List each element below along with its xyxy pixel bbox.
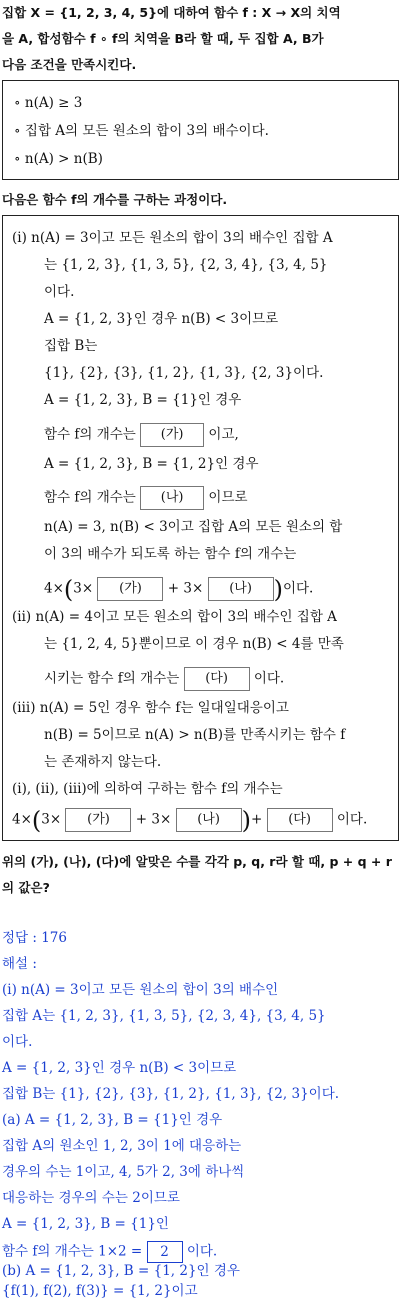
text: + bbox=[250, 811, 263, 828]
process-line: 는 {1, 2, 3}, {1, 3, 5}, {2, 3, 4}, {3, 4, 5} bbox=[44, 257, 328, 273]
text: 이므로 bbox=[208, 489, 248, 506]
boxed-value: 2 bbox=[147, 1241, 183, 1263]
solution-line: A = {1, 2, 3}인 경우 n(B) < 3이므로 bbox=[2, 1060, 237, 1076]
right-paren: ) bbox=[241, 806, 251, 835]
text: 함수 f의 개수는 1×2 = bbox=[2, 1243, 143, 1260]
text: + 3× bbox=[135, 811, 172, 828]
process-line: 는 {1, 2, 4, 5}뿐이므로 이 경우 n(B) < 4를 만족 bbox=[44, 636, 344, 652]
condition-1: ∘ n(A) ≥ 3 bbox=[14, 95, 83, 111]
blank-ga: (가) bbox=[65, 808, 131, 832]
solution-line: (ⅰ) n(A) = 3이고 모든 원소의 합이 3의 배수인 bbox=[2, 982, 279, 998]
solution-line: 집합 A의 원소인 1, 2, 3이 1에 대응하는 bbox=[2, 1138, 242, 1154]
process-line: 는 존재하지 않는다. bbox=[44, 754, 162, 770]
text: 3× bbox=[41, 811, 62, 828]
text: 시키는 함수 f의 개수는 bbox=[44, 670, 180, 687]
answer: 정답 : 176 bbox=[2, 930, 67, 946]
question-line-2: 을 A, 합성함수 f ∘ f의 치역을 B라 할 때, 두 집합 A, B가 bbox=[2, 31, 324, 46]
blank-na: (나) bbox=[140, 486, 204, 510]
question-line-3: 다음 조건을 만족시킨다. bbox=[2, 57, 137, 72]
left-paren: ( bbox=[31, 806, 42, 835]
blank-na: (나) bbox=[208, 577, 274, 601]
process-line: n(B) = 5이므로 n(A) > n(B)를 만족시키는 함수 f bbox=[44, 727, 346, 743]
text: 이다. bbox=[253, 670, 285, 687]
solution-line: 집합 A는 {1, 2, 3}, {1, 3, 5}, {2, 3, 4}, {3, 4, 5} bbox=[2, 1008, 326, 1024]
process-line: n(A) = 3, n(B) < 3이고 집합 A의 모든 원소의 합 bbox=[44, 519, 343, 535]
text: 이다. bbox=[186, 1243, 218, 1260]
process-line: (ⅰ) n(A) = 3이고 모든 원소의 합이 3의 배수인 집합 A bbox=[12, 230, 333, 246]
blank-ga: (가) bbox=[97, 577, 163, 601]
text: + 3× bbox=[167, 580, 204, 597]
left-paren: ( bbox=[63, 575, 74, 604]
solution-line: 집합 B는 {1}, {2}, {3}, {1, 2}, {1, 3}, {2, 3}이다. bbox=[2, 1086, 340, 1102]
process-line: 이다. bbox=[44, 284, 75, 300]
ask-line-1: 위의 (가), (나), (다)에 알맞은 수를 각각 p, q, r라 할 때, p + q + r bbox=[2, 854, 392, 869]
text: 이다. bbox=[282, 580, 314, 597]
text: 4× bbox=[44, 580, 64, 597]
solution-line-boxed bbox=[2, 1241, 217, 1263]
solution-line: 경우의 수는 1이고, 4, 5가 2, 3에 하나씩 bbox=[2, 1164, 245, 1180]
blank-ga: (가) bbox=[140, 423, 204, 447]
process-line: (ⅰ), (ⅱ), (ⅲ)에 의하여 구하는 함수 f의 개수는 bbox=[12, 781, 283, 797]
process-line-blank-ga bbox=[44, 423, 239, 447]
process-line: 집합 B는 bbox=[44, 338, 98, 354]
text: 이다. bbox=[336, 811, 368, 828]
blank-na: (나) bbox=[176, 808, 242, 832]
text: 이고, bbox=[208, 426, 239, 443]
process-expression-1 bbox=[44, 575, 314, 604]
right-paren: ) bbox=[273, 575, 283, 604]
text: 함수 f의 개수는 bbox=[44, 426, 136, 443]
solution-line: 이다. bbox=[2, 1034, 33, 1050]
question-line-1: 집합 X = {1, 2, 3, 4, 5}에 대하여 함수 f : X → X의 치역 bbox=[2, 5, 341, 20]
solution-line: (a) A = {1, 2, 3}, B = {1}인 경우 bbox=[2, 1112, 223, 1128]
text: 4× bbox=[12, 811, 32, 828]
process-line: A = {1, 2, 3}, B = {1, 2}인 경우 bbox=[44, 456, 259, 472]
text: 3× bbox=[73, 580, 94, 597]
blank-da: (다) bbox=[184, 667, 250, 691]
solution-line: {f(1), f(2), f(3)} = {1, 2}이고 bbox=[2, 1283, 198, 1299]
solution-heading: 해설 : bbox=[2, 956, 37, 972]
solution-line: A = {1, 2, 3}, B = {1}인 bbox=[2, 1216, 169, 1232]
process-line: 이 3의 배수가 되도록 하는 함수 f의 개수는 bbox=[44, 546, 297, 562]
process-line: (ⅱ) n(A) = 4이고 모든 원소의 합이 3의 배수인 집합 A bbox=[12, 609, 337, 625]
condition-3: ∘ n(A) > n(B) bbox=[14, 151, 103, 167]
condition-2: ∘ 집합 A의 모든 원소의 합이 3의 배수이다. bbox=[14, 123, 269, 139]
process-line: A = {1, 2, 3}인 경우 n(B) < 3이므로 bbox=[44, 311, 279, 327]
process-intro: 다음은 함수 f의 개수를 구하는 과정이다. bbox=[2, 192, 228, 207]
process-line-blank-da bbox=[44, 667, 284, 691]
process-line-blank-na bbox=[44, 486, 248, 510]
process-expression-2 bbox=[12, 806, 368, 835]
process-line: {1}, {2}, {3}, {1, 2}, {1, 3}, {2, 3}이다. bbox=[44, 365, 324, 381]
solution-line: 대응하는 경우의 수는 2이므로 bbox=[2, 1190, 180, 1206]
process-line: (ⅲ) n(A) = 5인 경우 함수 f는 일대일대응이고 bbox=[12, 700, 289, 716]
text: 함수 f의 개수는 bbox=[44, 489, 136, 506]
blank-da: (다) bbox=[267, 808, 333, 832]
ask-line-2: 의 값은? bbox=[2, 880, 50, 895]
solution-line: (b) A = {1, 2, 3}, B = {1, 2}인 경우 bbox=[2, 1263, 240, 1279]
process-line: A = {1, 2, 3}, B = {1}인 경우 bbox=[44, 392, 242, 408]
